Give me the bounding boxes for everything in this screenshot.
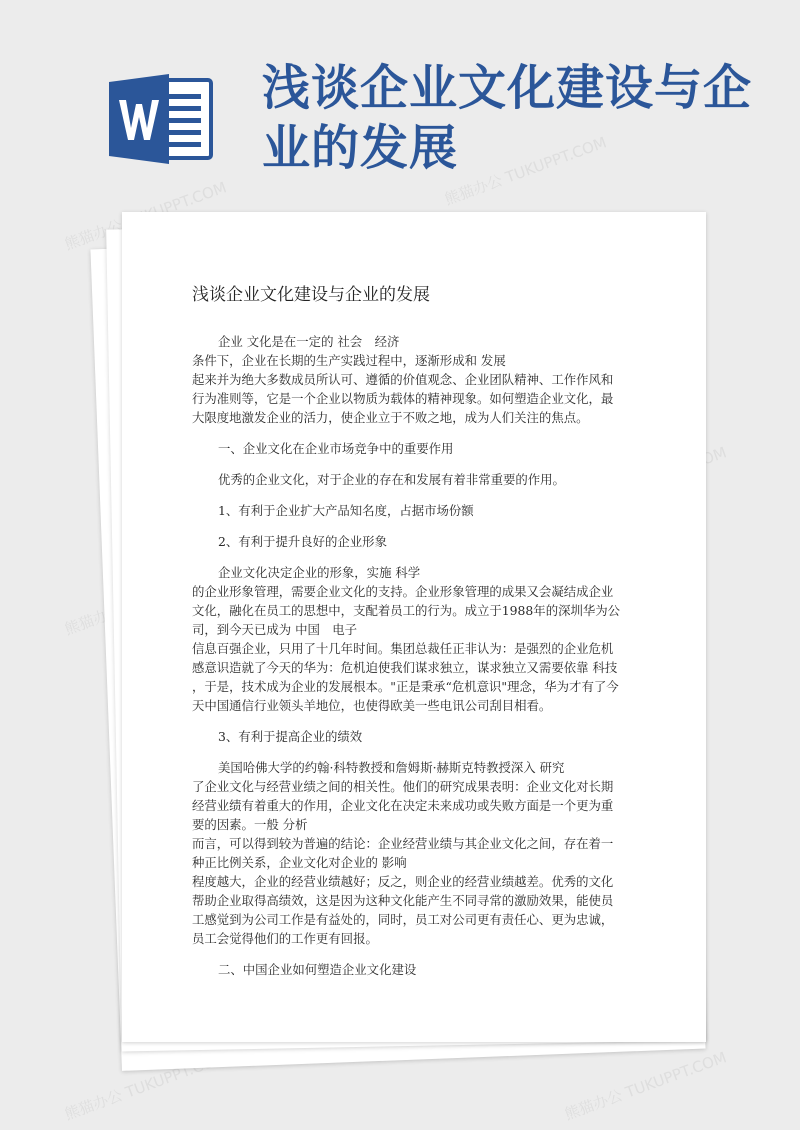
text-line: 企业 文化是在一定的 社会 经济 xyxy=(218,334,400,349)
text-line: 的企业形象管理，需要企业文化的支持。企业形象管理的成果又会凝结成企业 xyxy=(192,584,614,599)
banner-title xyxy=(262,58,782,178)
text-line: 而言，可以得到较为普遍的结论：企业经营业绩与其企业文化之间，存在着一 xyxy=(192,836,614,851)
watermark: 熊猫办公 TUKUPPT.COM xyxy=(62,1048,229,1124)
text-line: 员工会觉得他们的工作更有回报。 xyxy=(192,931,378,946)
point-3-heading: 3、有利于提高企业的绩效 xyxy=(218,729,363,744)
intro-paragraph xyxy=(192,332,634,427)
section-1-intro: 优秀的企业文化，对于企业的存在和发展有着非常重要的作用。 xyxy=(218,472,565,487)
text-line: 文化，融化在员工的思想中，支配着员工的行为。成立于1988年的深圳华为公 xyxy=(192,603,621,618)
document-title: 浅谈企业文化建设与企业的发展 xyxy=(192,285,430,305)
text-line: 感意识造就了今天的华为：危机迫使我们谋求独立，谋求独立又需要依靠 科技 xyxy=(192,660,618,675)
word-icon xyxy=(107,70,215,168)
point-2-heading: 2、有利于提升良好的企业形象 xyxy=(218,534,387,549)
text-line: 大限度地激发企业的活力，使企业立于不败之地，成为人们关注的焦点。 xyxy=(192,410,589,425)
banner-title-line-2: 业的发展 xyxy=(262,120,459,176)
text-line: 种正比例关系，企业文化对企业的 影响 xyxy=(192,855,407,870)
banner-title-line-1: 浅谈企业文化建设与企 xyxy=(262,60,753,116)
text-line: 司，到今天已成为 中国 电子 xyxy=(192,622,358,637)
watermark: 熊猫办公 TUKUPPT.COM xyxy=(562,1048,729,1124)
section-2-heading: 二、中国企业如何塑造企业文化建设 xyxy=(218,962,417,977)
watermark: 熊猫办公 xyxy=(62,601,125,639)
point-2-paragraph xyxy=(192,563,634,715)
text-line: 行为准则等，它是一个企业以物质为载体的精神现象。如何塑造企业文化，最 xyxy=(192,391,614,406)
text-line: 帮助企业取得高绩效，这是因为这种文化能产生不同寻常的激励效果，能使员 xyxy=(192,893,614,908)
text-line: 工感觉到为公司工作是有益处的，同时，员工对公司更有责任心、更为忠诚， xyxy=(192,912,614,927)
watermark: 熊猫办公 TUKUPPT.COM xyxy=(62,178,229,254)
text-line: ，于是，技术成为企业的发展根本。"正是秉承“危机意识"理念，华为才有了今 xyxy=(192,679,619,694)
text-line: 起来并为绝大多数成员所认可、遵循的价值观念、企业团队精神、工作作风和 xyxy=(192,372,614,387)
text-line: 了企业文化与经营业绩之间的相关性。他们的研究成果表明：企业文化对长期 xyxy=(192,779,614,794)
point-1-heading: 1、有利于企业扩大产品知名度，占据市场份额 xyxy=(218,503,474,518)
text-line: 天中国通信行业领头羊地位，也使得欧美一些电讯公司刮目相看。 xyxy=(192,698,552,713)
point-3-paragraph xyxy=(192,758,634,948)
text-line: 要的因素。一般 分析 xyxy=(192,817,308,832)
watermark: 熊猫办公 TUKUPPT.COM xyxy=(442,133,609,209)
text-line: 企业文化决定企业的形象，实施 科学 xyxy=(218,565,421,580)
text-line: 条件下，企业在长期的生产实践过程中，逐渐形成和 发展 xyxy=(192,353,506,368)
text-line: 经营业绩有着重大的作用，企业文化在决定未来成功或失败方面是一个更为重 xyxy=(192,798,614,813)
section-1-heading: 一、企业文化在企业市场竞争中的重要作用 xyxy=(218,441,454,456)
text-line: 程度越大，企业的经营业绩越好；反之，则企业的经营业绩越差。优秀的文化 xyxy=(192,874,614,889)
document-body xyxy=(192,284,634,979)
text-line: 美国哈佛大学的约翰·科特教授和詹姆斯·赫斯克特教授深入 研究 xyxy=(218,760,565,775)
text-line: 信息百强企业，只用了十几年时间。集团总裁任正非认为：是强烈的企业危机 xyxy=(192,641,614,656)
